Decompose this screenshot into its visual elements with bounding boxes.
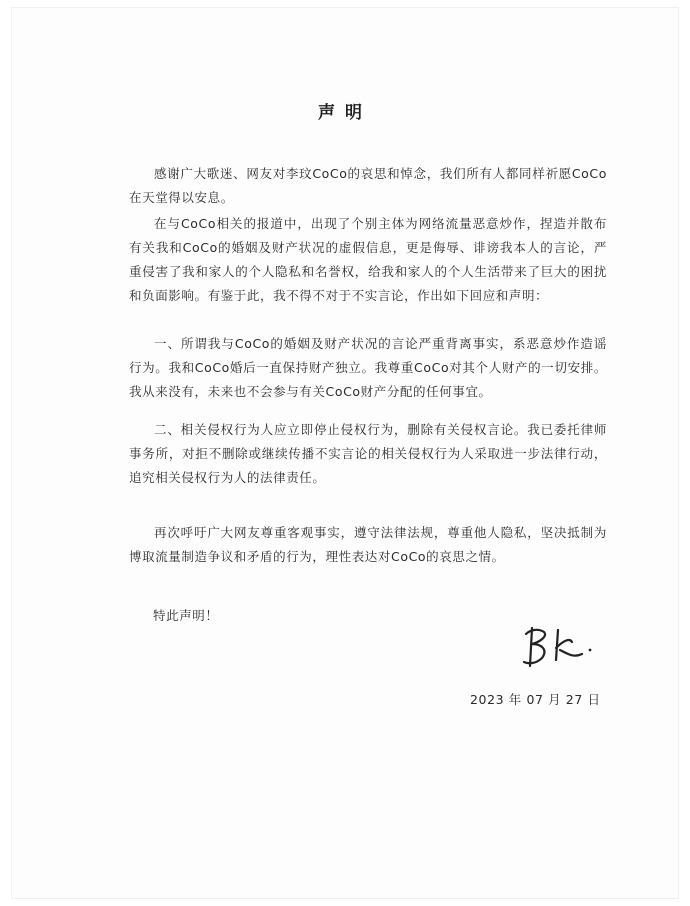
signature-icon (520, 620, 600, 672)
closing-line: 特此声明！ (153, 608, 219, 623)
document-title: 声明 (318, 103, 372, 123)
paragraph-point-two: 二、相关侵权行为人应立即停止侵权行为，删除有关侵权言论。我已委托律师事务所，对拒不删除或继续传播不实言论的相关侵权行为人采取进一步法律行动，追究相关侵权行为人的法律责任。 (129, 422, 607, 485)
paragraph-point-one: 一、所谓我与CoCo的婚姻及财产状况的言论严重背离事实，系恶意炒作造谣行为。我和CoCo婚后一直保持财产独立。我尊重CoCo对其个人财产的一切安排。我从来没有，未来也不会参与有关CoCo财产分配的任何事宜。 (129, 336, 607, 399)
paragraph-appeal: 再次呼吁广大网友尊重客观事实，遵守法律法规，尊重他人隐私，坚决抵制为博取流量制造争议和矛盾的行为，理性表达对CoCo的哀思之情。 (129, 525, 607, 564)
statement-document (12, 8, 678, 898)
paragraph-background: 在与CoCo相关的报道中，出现了个别主体为网络流量恶意炒作，捏造并散布有关我和CoCo的婚姻及财产状况的虚假信息，更是侮辱、诽谤我本人的言论，严重侵害了我和家人的个人隐私和名誉权，给我和家人的个人生活带来了巨大的困扰和负面影响。有鉴于此，我不得不对于不实言论，作出如下回应和声明： (129, 216, 607, 303)
statement-date: 2023 年 07 月 27 日 (470, 692, 601, 707)
paragraph-thanks: 感谢广大歌迷、网友对李玟CoCo的哀思和悼念，我们所有人都同样祈愿CoCo在天堂得以安息。 (129, 166, 607, 205)
